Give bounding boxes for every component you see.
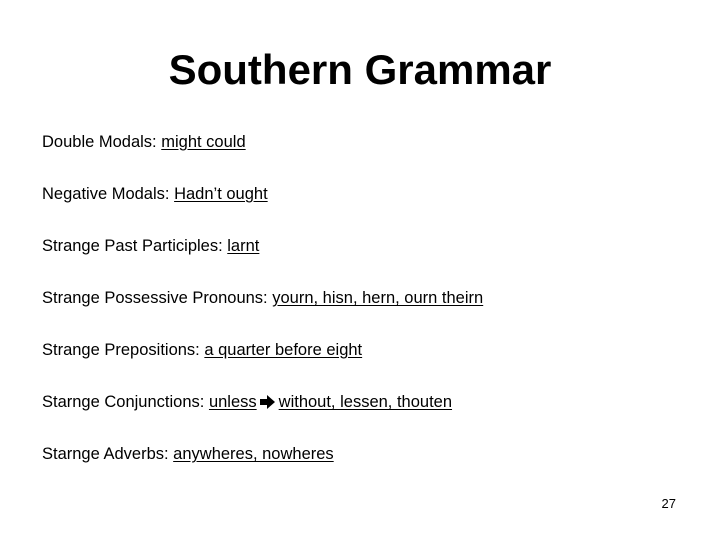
list-item-prepositions — [42, 335, 483, 387]
item-example: a quarter before eight — [204, 341, 363, 359]
page-number: 27 — [661, 496, 676, 511]
item-term: Negative Modals: — [42, 185, 170, 203]
list-item-double-modals — [42, 127, 483, 179]
item-term: Starnge Conjunctions: — [42, 393, 205, 411]
list-item-adverbs — [42, 439, 483, 491]
item-term: Strange Possessive Pronouns: — [42, 289, 268, 307]
item-example-after: without, lessen, thouten — [278, 393, 453, 411]
item-example: yourn, hisn, hern, ourn theirn — [272, 289, 484, 307]
list-item-conjunctions — [42, 387, 483, 439]
list-item-past-participles — [42, 231, 483, 283]
item-example: anywheres, nowheres — [173, 445, 334, 463]
item-term: Strange Prepositions: — [42, 341, 200, 359]
item-example-underlined — [209, 393, 452, 411]
list-item-negative-modals — [42, 179, 483, 231]
list-item-possessive-pronouns — [42, 283, 483, 335]
grammar-list — [42, 127, 483, 491]
right-arrow-icon — [260, 389, 275, 419]
item-term: Starnge Adverbs: — [42, 445, 169, 463]
item-example: unless — [208, 393, 257, 411]
item-term: Strange Past Participles: — [42, 237, 223, 255]
item-term: Double Modals: — [42, 133, 157, 151]
item-example: larnt — [227, 237, 260, 255]
slide-title: Southern Grammar — [168, 46, 552, 93]
item-example: Hadn’t ought — [174, 185, 268, 203]
item-example: might could — [161, 133, 246, 151]
